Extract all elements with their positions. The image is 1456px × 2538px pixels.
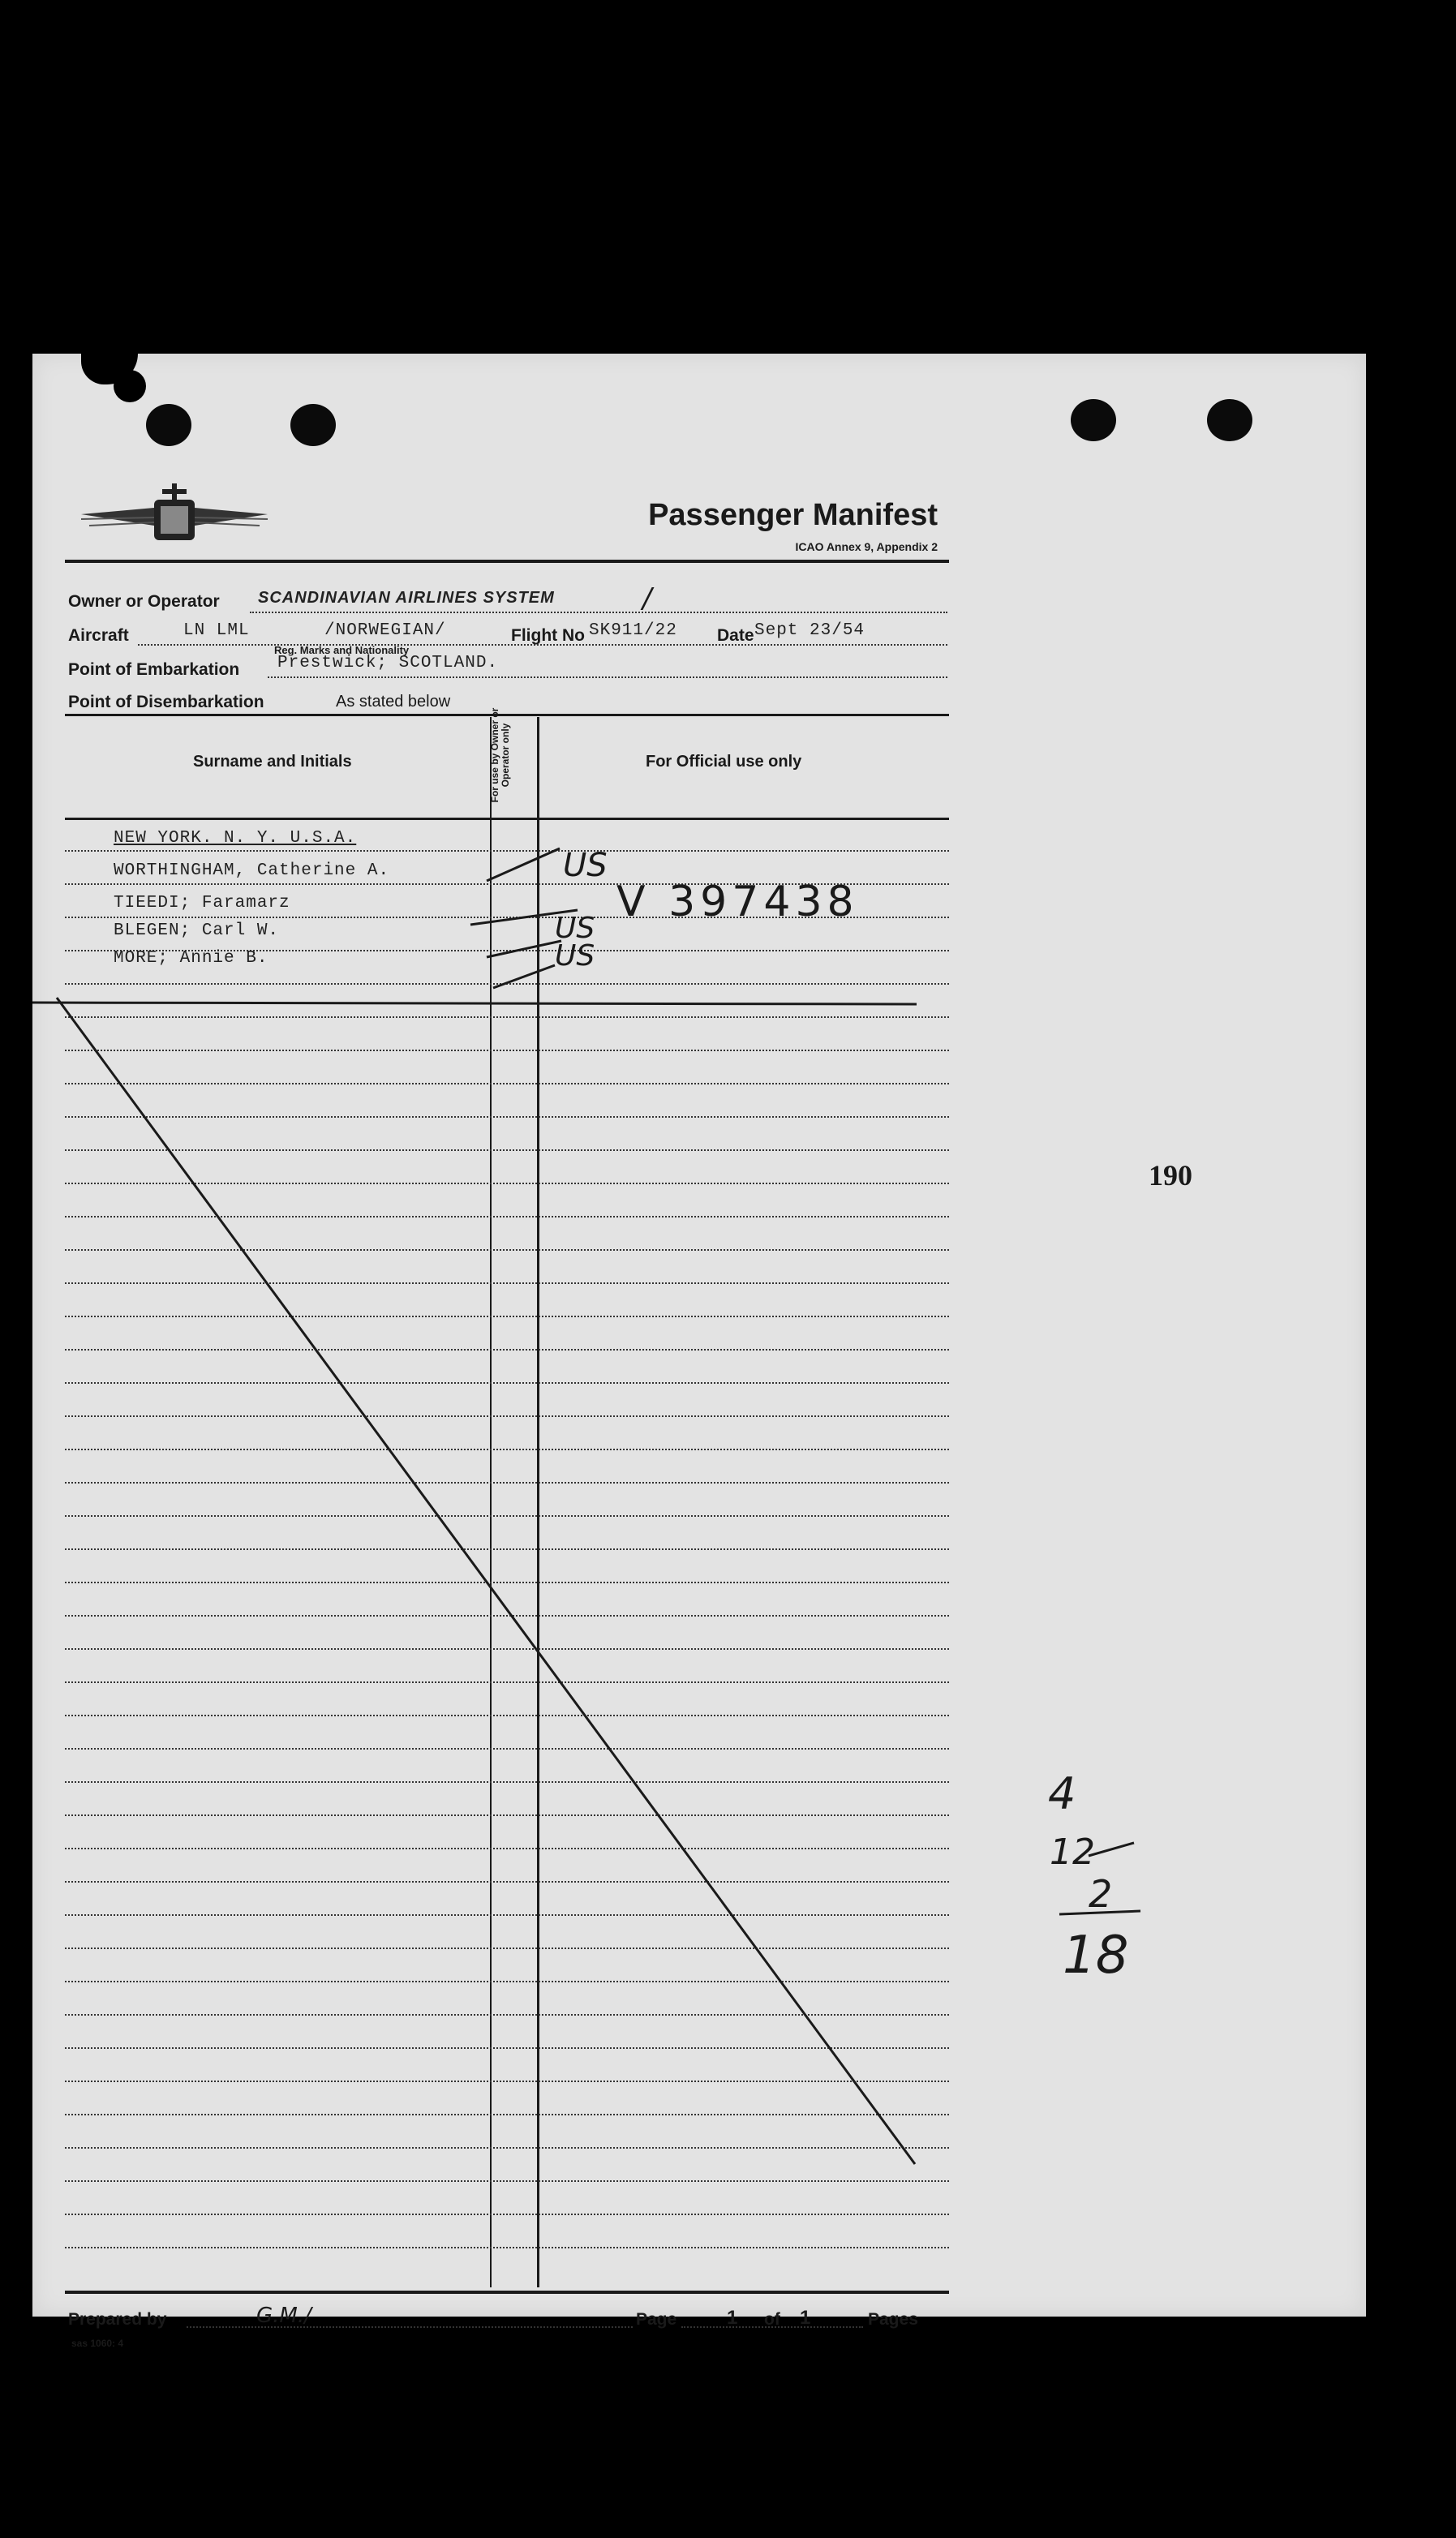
aircraft-label: Aircraft — [68, 626, 129, 645]
table-row-name: TIEEDI; Faramarz — [114, 894, 290, 913]
disembark-label: Point of Disembarkation — [68, 693, 264, 711]
divider — [65, 2291, 949, 2294]
table-row-official: US — [555, 912, 595, 945]
disembark-value: As stated below — [336, 693, 451, 711]
date-label: Date — [717, 626, 754, 645]
col-official-header: For Official use only — [646, 753, 802, 771]
table-row-official: US — [563, 847, 608, 884]
tally-strokes — [32, 354, 1366, 2317]
prepared-line — [187, 2326, 633, 2328]
col-surname-header: Surname and Initials — [193, 753, 352, 771]
prepared-label: Prepared by — [68, 2310, 167, 2329]
page-subtitle: ICAO Annex 9, Appendix 2 — [795, 540, 938, 553]
of-label: of — [764, 2310, 780, 2329]
owner-value: SCANDINAVIAN AIRLINES SYSTEM — [258, 589, 555, 607]
page-label: Page — [636, 2310, 677, 2329]
prepared-value: G.M./ — [256, 2304, 311, 2328]
owner-label: Owner or Operator — [68, 592, 220, 611]
page-line — [681, 2326, 863, 2328]
tally-note: 12 — [1050, 1832, 1095, 1873]
stamp-number: 190 — [1149, 1159, 1192, 1192]
nationality-value: /NORWEGIAN/ — [324, 621, 446, 640]
table-row-name: NEW YORK. N. Y. U.S.A. — [114, 829, 357, 848]
table-row-name: BLEGEN; Carl W. — [114, 921, 280, 940]
tally-note: 2 — [1089, 1872, 1113, 1916]
pages-value: 1 — [800, 2307, 811, 2329]
date-value: Sept 23/54 — [754, 621, 865, 640]
flight-label: Flight No — [511, 626, 585, 645]
form-code: sas 1060: 4 — [71, 2338, 124, 2349]
pages-label: Pages — [868, 2310, 918, 2329]
table-row-official: US — [555, 939, 595, 973]
owner-tick: / — [642, 582, 652, 615]
col-owner-header: For use by Owner or Operator only — [489, 707, 511, 803]
aircraft-value: LN LML — [183, 621, 250, 640]
embark-value: Prestwick; SCOTLAND. — [277, 654, 499, 672]
tally-note: 4 — [1048, 1768, 1076, 1819]
reg-caption: Reg. Marks and Nationality — [274, 644, 410, 656]
table-row-name: WORTHINGHAM, Catherine A. — [114, 861, 390, 880]
table-row-name: MORE; Annie B. — [114, 949, 268, 968]
tally-note: 18 — [1063, 1926, 1129, 1986]
embark-label: Point of Embarkation — [68, 660, 240, 679]
page-title: Passenger Manifest — [648, 498, 938, 532]
page-value: 1 — [727, 2307, 738, 2329]
manifest-sheet — [32, 354, 1366, 2349]
table-row-official: V 397438 — [616, 878, 859, 926]
flight-value: SK911/22 — [589, 621, 677, 640]
